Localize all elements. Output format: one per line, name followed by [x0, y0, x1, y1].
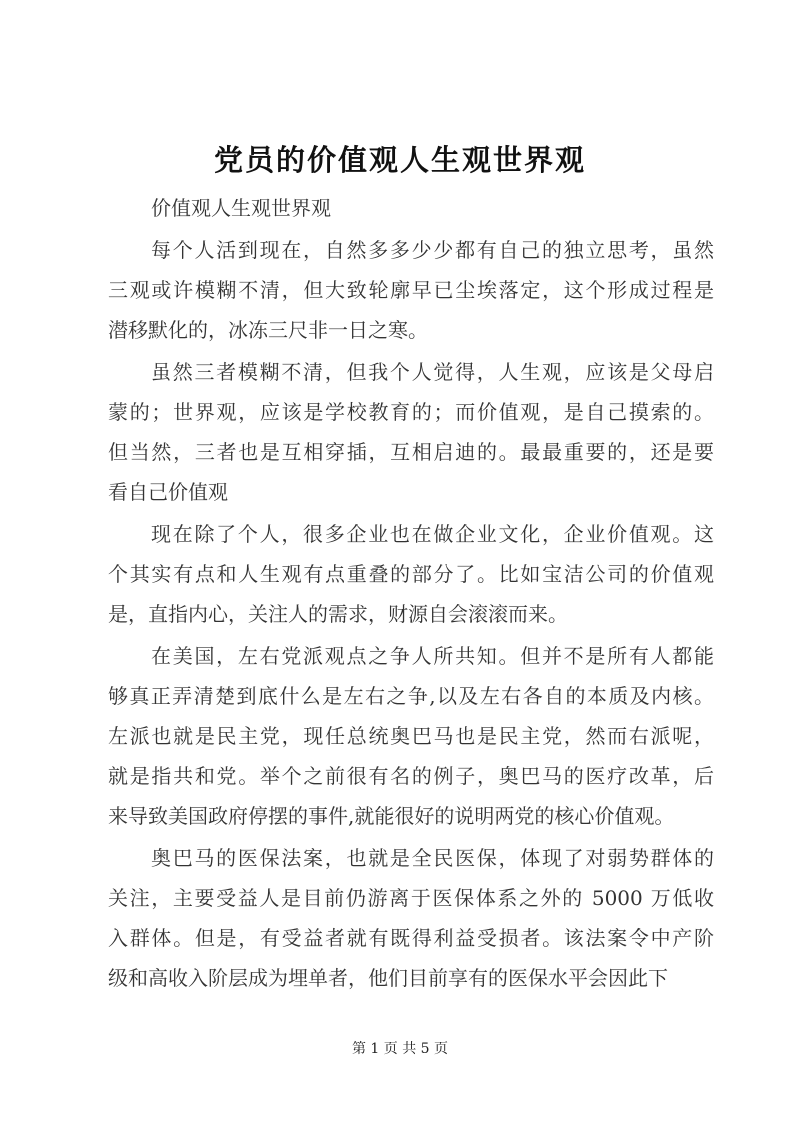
- paragraph: [108, 514, 714, 634]
- text-line: 够真正弄清楚到底什么是左右之争,以及左右各自的本质及内核。: [108, 684, 714, 708]
- text-line: 虽然三者模糊不清，但我个人觉得，人生观，应该是父母启: [151, 360, 714, 384]
- paragraph: [108, 188, 714, 228]
- text-line: 是，直指内心，关注人的需求，财源自会滚滚而来。: [108, 602, 568, 626]
- text-line: 来导致美国政府停摆的事件,就能很好的说明两党的核心价值观。: [108, 804, 675, 828]
- text-line: 现在除了个人，很多企业也在做企业文化，企业价值观。这: [151, 522, 714, 546]
- text-line: 价值观人生观世界观: [151, 196, 331, 220]
- text-line: 但当然，三者也是互相穿插，互相启迪的。最最重要的，还是要: [108, 440, 714, 464]
- text-line: 就是指共和党。举个之前很有名的例子，奥巴马的医疗改革，后: [108, 764, 714, 788]
- paragraph: [108, 230, 714, 350]
- paragraph: [108, 838, 714, 998]
- text-line: 三观或许模糊不清，但大致轮廓早已尘埃落定，这个形成过程是: [108, 278, 714, 302]
- text-line: 级和高收入阶层成为埋单者，他们目前享有的医保水平会因此下: [108, 966, 668, 990]
- text-line: 入群体。但是，有受益者就有既得利益受损者。该法案令中产阶: [108, 926, 714, 950]
- page-number-footer: 第 1 页 共 5 页: [351, 1041, 449, 1057]
- text-line: 潜移默化的，冰冻三尺非一日之寒。: [108, 318, 428, 342]
- document-title: 党员的价值观人生观世界观: [213, 143, 586, 177]
- text-line: 看自己价值观: [108, 480, 228, 504]
- text-line: 个其实有点和人生观有点重叠的部分了。比如宝洁公司的价值观: [108, 562, 714, 586]
- paragraph: [108, 352, 714, 512]
- text-line: 左派也就是民主党，现任总统奥巴马也是民主党，然而右派呢，: [108, 724, 714, 748]
- text-line: 每个人活到现在，自然多多少少都有自己的独立思考，虽然: [151, 238, 714, 262]
- text-line: 奥巴马的医保法案，也就是全民医保，体现了对弱势群体的: [151, 846, 714, 870]
- text-line: 蒙的；世界观，应该是学校教育的；而价值观，是自己摸索的。: [108, 400, 714, 424]
- text-line: 在美国，左右党派观点之争人所共知。但并不是所有人都能: [151, 644, 714, 668]
- document-body: [108, 188, 714, 1000]
- text-line: 关注，主要受益人是目前仍游离于医保体系之外的 5000 万低收: [108, 886, 714, 910]
- paragraph: [108, 636, 714, 836]
